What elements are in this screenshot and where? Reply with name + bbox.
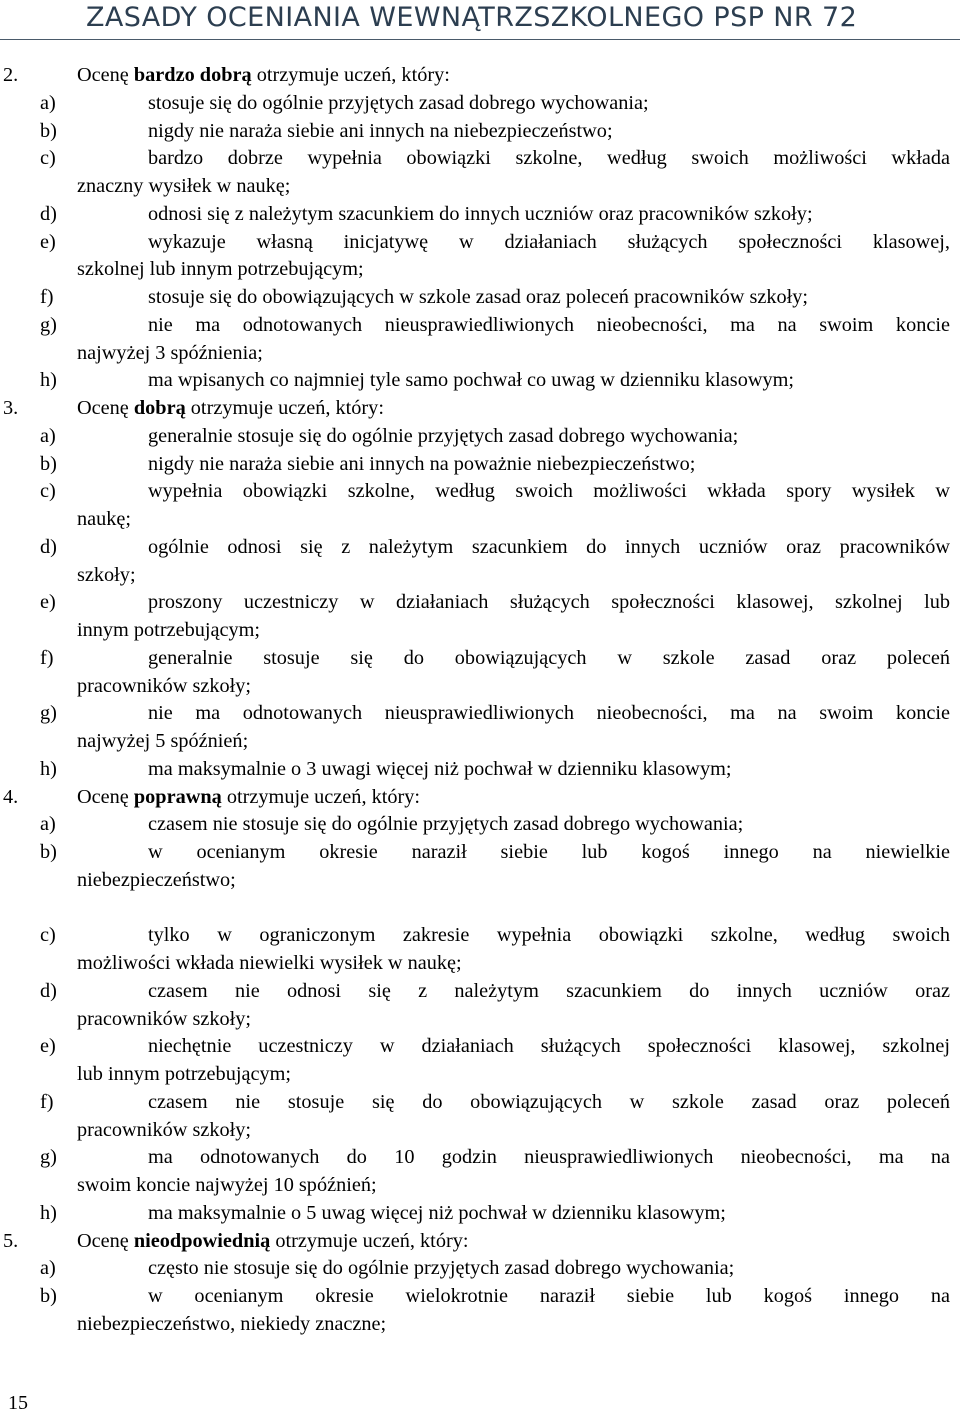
item-text: bardzo dobrze wypełnia obowiązki szkolne, według swoich możliwości wkłada [148,147,950,170]
item-text: czasem nie stosuje się do obowiązujących w szkole zasad oraz poleceń [148,1090,950,1113]
list-item [0,1200,960,1228]
list-item [0,451,960,479]
item-text-continuation: pracowników szkoły; [77,1118,252,1141]
section-heading [0,784,960,812]
item-letter: c) [40,480,56,503]
list-item [0,978,960,1006]
item-text: ogólnie odnosi się z należytym szacunkiem do innych uczniów oraz pracowników [148,535,950,558]
item-text-continuation: niebezpieczeństwo; [77,868,236,891]
section-heading [0,395,960,423]
item-text: wypełnia obowiązki szkolne, według swoich możliwości wkłada spory wysiłek w [148,480,950,503]
page-number: 15 [8,1392,28,1414]
list-item [0,118,960,146]
item-letter: b) [40,841,57,863]
item-letter: h) [40,757,57,780]
list-item-continuation [0,562,960,590]
document-body [0,62,960,1339]
list-item [0,423,960,451]
list-item-continuation [0,506,960,534]
item-letter: c) [40,924,56,947]
item-text: niechętnie uczestniczy w działaniach służących społeczności klasowej, szkolnej [148,1035,950,1058]
heading-post: otrzymuje uczeń, który: [251,64,450,86]
heading-post: otrzymuje uczeń, który: [270,1229,469,1252]
item-text: generalnie stosuje się do obowiązujących w szkole zasad oraz poleceń [148,646,950,669]
item-text-continuation: innym potrzebującym; [77,619,261,641]
item-text-continuation: niebezpieczeństwo, niekiedy znaczne; [77,1312,387,1335]
list-item-continuation [0,1061,960,1089]
item-text: często nie stosuje się do ogólnie przyjętych zasad dobrego wychowania; [148,1257,735,1280]
item-text-continuation: najwyżej 3 spóźnienia; [77,341,263,364]
item-letter: g) [40,1146,57,1169]
item-text-continuation: pracowników szkoły; [77,1007,252,1030]
item-text-continuation: lub innym potrzebującym; [77,1063,292,1085]
item-text: ma maksymalnie o 3 uwagi więcej niż pochwał w dzienniku klasowym; [148,757,732,780]
item-letter: f) [40,286,54,308]
section-heading [0,1228,960,1256]
item-letter: a) [40,1257,56,1280]
list-item [0,700,960,728]
item-text: nigdy nie naraża siebie ani innych na poważnie niebezpieczeństwo; [148,452,696,475]
heading-pre: Ocenę [77,64,134,86]
list-item-continuation [0,1172,960,1200]
item-text-continuation: szkolnej lub innym potrzebującym; [77,258,364,281]
list-item [0,284,960,312]
list-item-continuation [0,867,960,895]
list-item [0,367,960,395]
heading-post: otrzymuje uczeń, który: [221,785,421,808]
section-heading-text [77,395,384,423]
heading-pre: Ocenę [77,785,134,808]
list-item [0,145,960,173]
item-text: ma maksymalnie o 5 uwag więcej niż pochwał w dzienniku klasowym; [148,1201,726,1224]
item-text-continuation: najwyżej 5 spóźnień; [77,730,249,752]
item-letter: a) [40,813,56,836]
item-letter: h) [40,1201,57,1224]
list-item [0,1089,960,1117]
item-letter: g) [40,702,57,725]
grade-name: bardzo dobrą [133,64,252,86]
item-text: odnosi się z należytym szacunkiem do innych uczniów oraz pracowników szkoły; [148,202,813,225]
section-heading-text [77,1228,469,1256]
section-heading-text [77,784,420,812]
list-item [0,201,960,229]
page-header [0,0,960,40]
item-text: generalnie stosuje się do ogólnie przyjętych zasad dobrego wychowania; [148,424,739,447]
item-text: nie ma odnotowanych nieusprawiedliwionych nieobecności, ma na swoim koncie [148,702,950,725]
item-letter: e) [40,230,56,253]
item-letter: b) [40,119,57,142]
list-item-continuation [0,1006,960,1034]
item-letter: h) [40,369,57,392]
list-item-continuation [0,340,960,368]
grade-name: dobrą [133,397,186,419]
list-item [0,839,960,867]
section-number: 4. [3,785,19,808]
item-letter: f) [40,1090,54,1113]
item-letter: g) [40,313,57,336]
list-item [0,229,960,257]
item-letter: d) [40,979,57,1002]
item-text: wykazuje własną inicjatywę w działaniach służących społeczności klasowej, [148,230,950,253]
item-text-continuation: pracowników szkoły; [77,674,252,697]
list-item [0,589,960,617]
list-item [0,534,960,562]
heading-post: otrzymuje uczeń, który: [185,397,384,419]
heading-pre: Ocenę [77,397,134,419]
item-text: tylko w ograniczonym zakresie wypełnia obowiązki szkolne, według swoich [148,924,950,947]
item-text: czasem nie odnosi się z należytym szacunkiem do innych uczniów oraz [148,979,950,1002]
item-text: ma odnotowanych do 10 godzin nieusprawiedliwionych nieobecności, ma na [148,1146,950,1169]
item-text: stosuje się do obowiązujących w szkole zasad oraz poleceń pracowników szkoły; [148,286,809,308]
item-text-continuation: swoim koncie najwyżej 10 spóźnień; [77,1174,377,1196]
item-letter: b) [40,452,57,475]
item-text: w ocenianym okresie wielokrotnie naraził siebie lub kogoś innego na [148,1285,950,1307]
item-letter: d) [40,202,57,225]
list-item [0,811,960,839]
list-item [0,756,960,784]
section-heading-text [77,62,450,90]
list-item-continuation [0,1117,960,1145]
item-text: nigdy nie naraża siebie ani innych na niebezpieczeństwo; [148,119,613,142]
header-title: ZASADY OCENIANIA WEWNĄTRZSZKOLNEGO PSP NR 72 [86,2,858,33]
item-text: proszony uczestniczy w działaniach służących społeczności klasowej, szkolnej lub [148,591,950,614]
grade-name: nieodpowiednią [133,1229,271,1252]
list-item [0,645,960,673]
item-letter: f) [40,646,54,669]
list-item-continuation [0,950,960,978]
item-letter: e) [40,1035,56,1058]
list-item-continuation [0,256,960,284]
list-item-continuation [0,173,960,201]
item-text-continuation: naukę; [77,508,132,530]
section-number: 3. [3,397,19,419]
item-letter: d) [40,535,57,558]
list-item [0,1033,960,1061]
item-letter: a) [40,91,56,114]
item-text: stosuje się do ogólnie przyjętych zasad dobrego wychowania; [148,91,649,114]
item-letter: c) [40,147,56,170]
list-item [0,1144,960,1172]
item-text: ma wpisanych co najmniej tyle samo pochwał co uwag w dzienniku klasowym; [148,369,795,392]
list-item [0,312,960,340]
item-text: nie ma odnotowanych nieusprawiedliwionych nieobecności, ma na swoim koncie [148,313,950,336]
list-item [0,1283,960,1311]
grade-name: poprawną [133,785,222,808]
blank-line [0,895,960,923]
list-item-continuation [0,617,960,645]
list-item [0,90,960,118]
list-item [0,478,960,506]
list-item-continuation [0,728,960,756]
list-item-continuation [0,1311,960,1339]
item-text: czasem nie stosuje się do ogólnie przyjętych zasad dobrego wychowania; [148,813,744,836]
list-item [0,1255,960,1283]
list-item-continuation [0,673,960,701]
item-text-continuation: możliwości wkłada niewielki wysiłek w naukę; [77,952,462,974]
item-letter: b) [40,1285,57,1307]
heading-pre: Ocenę [77,1229,134,1252]
section-number: 2. [3,64,19,86]
section-heading [0,62,960,90]
list-item [0,922,960,950]
item-text-continuation: szkoły; [77,563,136,586]
item-letter: e) [40,591,56,614]
item-text-continuation: znaczny wysiłek w naukę; [77,175,291,197]
section-number: 5. [3,1229,19,1252]
item-text: w ocenianym okresie naraził siebie lub kogoś innego na niewielkie [148,841,950,863]
item-letter: a) [40,424,56,447]
